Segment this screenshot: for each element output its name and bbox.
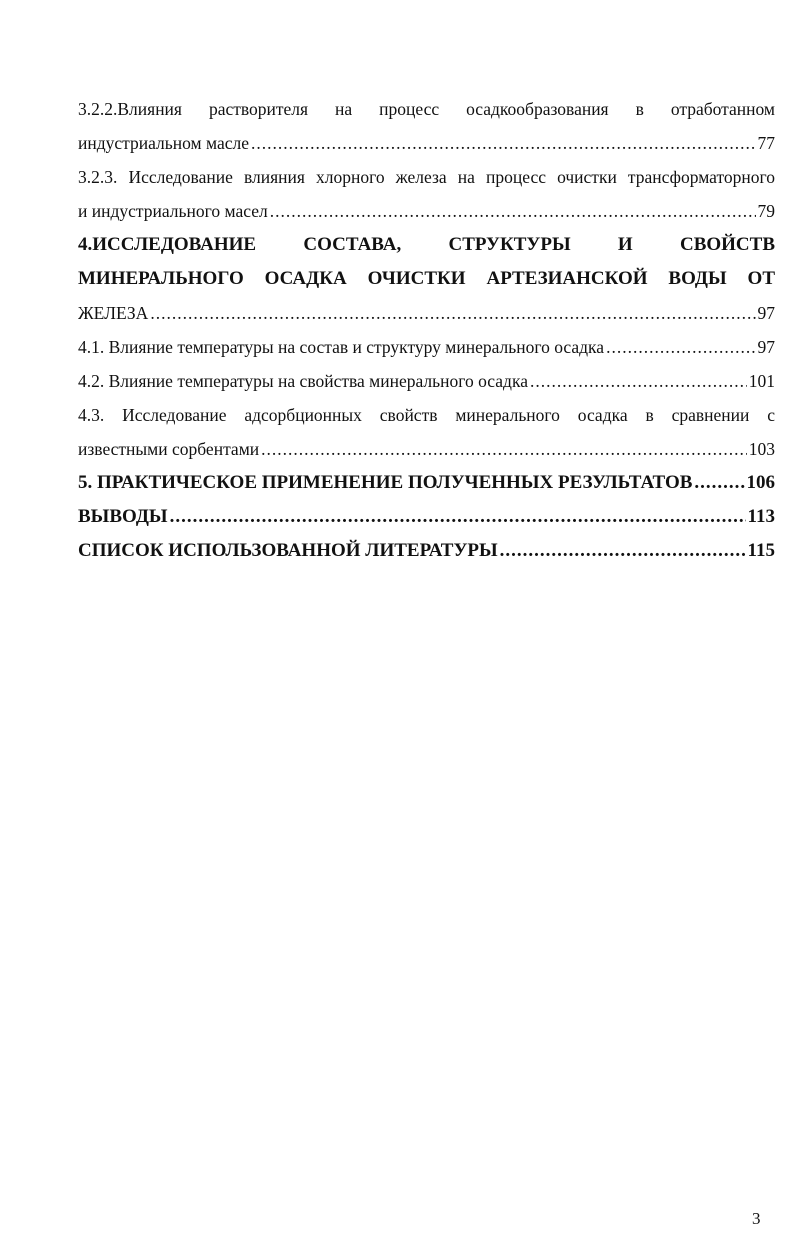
table-of-contents xyxy=(78,92,775,568)
toc-chapter-title: ВЫВОДЫ xyxy=(78,506,168,527)
dot-leader xyxy=(170,500,746,534)
toc-entry-text: 4.3. Исследование адсорбционных свойств минерального осадка в сравнении с xyxy=(78,405,775,425)
toc-entry-text-cont: индустриальном масле xyxy=(78,133,249,153)
toc-entry-3-2-2 xyxy=(78,92,775,160)
toc-entry-text: 4.2. Влияние температуры на свойства минерального осадка xyxy=(78,371,528,391)
toc-page-number: 113 xyxy=(747,506,775,527)
toc-conclusions xyxy=(78,500,775,534)
toc-entry-4-3 xyxy=(78,398,775,466)
toc-chapter-5 xyxy=(78,466,775,500)
toc-entry-4-2 xyxy=(78,364,775,398)
toc-page-number: 97 xyxy=(757,303,775,323)
dot-leader xyxy=(251,126,756,160)
dot-leader xyxy=(500,534,746,568)
toc-entry-text: 3.2.3. Исследование влияния хлорного железа на процесс очистки трансформаторного xyxy=(78,167,775,187)
toc-page-number: 106 xyxy=(746,472,775,493)
toc-chapter-title-cont: МИНЕРАЛЬНОГО ОСАДКА ОЧИСТКИ АРТЕЗИАНСКОЙ ВОДЫ ОТ xyxy=(78,268,775,289)
dot-leader xyxy=(530,364,747,398)
dot-leader xyxy=(694,466,744,500)
toc-entry-4-1 xyxy=(78,330,775,364)
toc-page-number: 115 xyxy=(747,540,775,561)
toc-entry-text-cont: известными сорбентами xyxy=(78,439,260,459)
toc-entry-text: 4.1. Влияние температуры на состав и структуру минерального осадка xyxy=(78,337,605,357)
toc-page-number: 101 xyxy=(748,371,775,391)
toc-entry-text: 3.2.2.Влияния растворителя на процесс осадкообразования в отработанном xyxy=(78,99,775,119)
toc-entry-text-cont: и индустриального масел xyxy=(78,201,268,221)
dot-leader xyxy=(606,330,755,364)
toc-page-number: 103 xyxy=(748,439,775,459)
toc-chapter-title: СПИСОК ИСПОЛЬЗОВАННОЙ ЛИТЕРАТУРЫ xyxy=(78,540,498,561)
dot-leader xyxy=(261,432,747,466)
toc-chapter-title: 5. ПРАКТИЧЕСКОЕ ПРИМЕНЕНИЕ ПОЛУЧЕННЫХ РЕЗУЛЬТАТОВ xyxy=(78,472,693,493)
toc-references xyxy=(78,534,775,568)
toc-entry-3-2-3 xyxy=(78,160,775,228)
toc-page-number: 79 xyxy=(757,201,775,221)
dot-leader xyxy=(270,194,756,228)
toc-chapter-4 xyxy=(78,228,775,330)
toc-page-number: 77 xyxy=(757,133,775,153)
page-number: 3 xyxy=(752,1209,761,1228)
toc-chapter-title: 4.ИССЛЕДОВАНИЕ СОСТАВА, СТРУКТУРЫ И СВОЙСТВ xyxy=(78,234,775,255)
toc-page-number: 97 xyxy=(757,337,775,357)
dot-leader xyxy=(150,296,755,330)
toc-chapter-title-end: ЖЕЛЕЗА xyxy=(78,303,149,323)
